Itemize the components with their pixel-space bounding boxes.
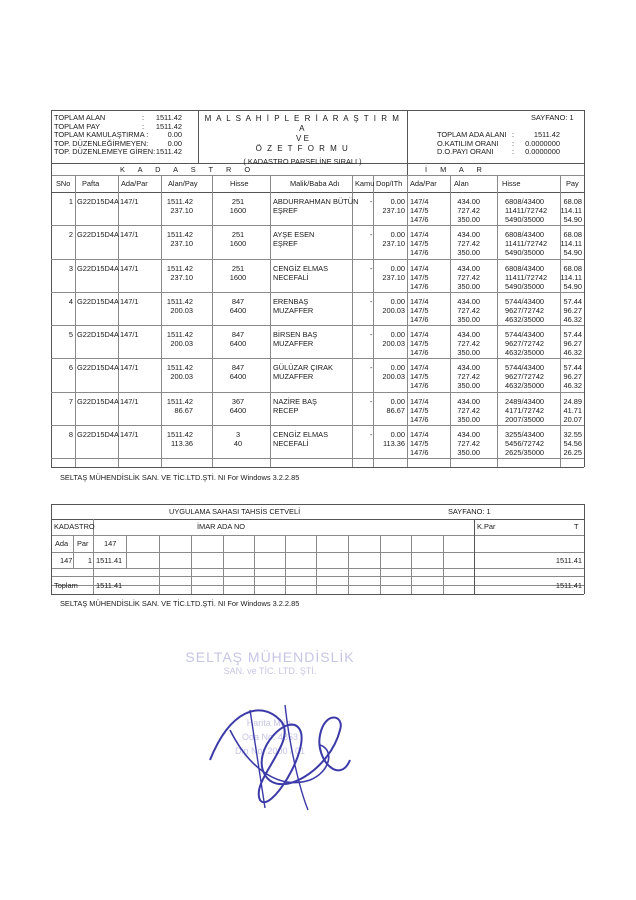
summary-label: TOPLAM ADA ALANI	[437, 130, 507, 139]
summary-label: TOPLAM PAY	[54, 121, 100, 131]
row-imar-pay: 46.32	[563, 315, 582, 324]
stamp-line: Dip No: 2000 / 01	[234, 746, 306, 756]
row-sno: 4	[68, 297, 73, 306]
row-imar-pay: 41.71	[563, 406, 582, 415]
row-adapar: 147/1	[120, 330, 139, 339]
row-imar-adapar: 147/6	[410, 348, 429, 357]
row-ith: 86.67	[386, 406, 405, 415]
title-line: Ö Z E T F O R M U	[255, 144, 350, 153]
summary-colons: : :	[142, 113, 145, 131]
row-imar-alan: 727.42	[457, 439, 480, 448]
row-imar-pay: 96.27	[563, 339, 582, 348]
row-malik: AYŞE ESEN	[273, 230, 315, 239]
summary-right-values	[520, 131, 560, 157]
col-header: Pafta	[82, 179, 100, 188]
row-imar-pay: 54.90	[563, 248, 582, 257]
row-imar-hisse: 4632/35000	[505, 348, 545, 357]
row-par: 1	[87, 556, 92, 565]
summary-value: 1511.42	[155, 113, 182, 122]
row-imar-alan: 434.00	[457, 397, 480, 406]
row-imar-alan: 350.00	[457, 448, 480, 457]
col-header: Dop/ITh	[376, 179, 403, 188]
row-value: 1511.41	[96, 556, 123, 565]
row-imar-adapar: 147/4	[410, 297, 429, 306]
row-imar-adapar: 147/4	[410, 230, 429, 239]
row-baba: RECEP	[273, 406, 299, 415]
row-malik: ABDURRAHMAN BÜTÜN	[273, 197, 359, 206]
row-hisse-num: 847	[231, 363, 245, 372]
row-imar-pay: 57.44	[563, 363, 582, 372]
row-dop: 0.00	[390, 264, 405, 273]
row-imar-adapar: 147/6	[410, 415, 429, 424]
col-header: Hisse	[502, 179, 521, 188]
row-baba: MUZAFFER	[273, 372, 314, 381]
row-imar-alan: 350.00	[457, 381, 480, 390]
row-baba: NECEFALİ	[273, 439, 309, 448]
row-imar-hisse: 2007/35000	[505, 415, 545, 424]
row-imar-adapar: 147/6	[410, 248, 429, 257]
row-adapar: 147/1	[120, 397, 139, 406]
row-sno: 5	[68, 330, 73, 339]
col-header: Malik/Baba Adı	[290, 179, 340, 188]
row-hisse-num: 3	[235, 430, 241, 439]
row-pay: 113.36	[170, 439, 193, 448]
summary-left-values	[150, 114, 182, 157]
row-total: 1511.41	[555, 556, 582, 565]
row-imar-hisse: 9627/72742	[505, 372, 545, 381]
row-imar-alan: 350.00	[457, 215, 480, 224]
row-dop: 0.00	[390, 297, 405, 306]
row-imar-pay: 96.27	[563, 372, 582, 381]
kpar-label: K.Par	[477, 522, 496, 531]
row-dop: 0.00	[390, 430, 405, 439]
row-imar-adapar: 147/6	[410, 282, 429, 291]
row-kamu: -	[370, 397, 373, 406]
summary-left-labels	[54, 114, 155, 157]
row-imar-adapar: 147/4	[410, 363, 429, 372]
row-imar-adapar: 147/6	[410, 215, 429, 224]
row-alan: 1511.42	[166, 363, 193, 372]
row-sno: 6	[68, 363, 73, 372]
row-imar-hisse: 4632/35000	[505, 381, 545, 390]
row-imar-adapar: 147/5	[410, 406, 429, 415]
row-malik: BİRSEN BAŞ	[273, 330, 318, 339]
summary-value: 1511.42	[155, 121, 182, 131]
row-kamu: -	[370, 264, 373, 273]
row-hisse-num: 251	[231, 197, 245, 206]
summary-label: D.O.PAYI ORANI	[437, 147, 494, 157]
row-alan: 1511.42	[166, 197, 193, 206]
row-imar-alan: 434.00	[457, 363, 480, 372]
row-hisse-num: 251	[231, 230, 245, 239]
row-dop: 0.00	[390, 363, 405, 372]
row-pafta: G22D15D4A	[77, 230, 119, 239]
row-alan: 1511.42	[166, 330, 193, 339]
row-imar-adapar: 147/6	[410, 448, 429, 457]
row-baba: MUZAFFER	[273, 339, 314, 348]
row-imar-pay: 54.90	[563, 282, 582, 291]
row-imar-adapar: 147/4	[410, 330, 429, 339]
row-imar-alan: 434.00	[457, 330, 480, 339]
row-imar-hisse: 11411/72742	[505, 273, 548, 282]
summary-value: 0.0000000	[525, 147, 560, 157]
row-dop: 0.00	[390, 197, 405, 206]
row-imar-adapar: 147/4	[410, 197, 429, 206]
row-imar-hisse: 3255/43400	[505, 430, 545, 439]
row-ith: 200.03	[382, 372, 405, 381]
row-malik: NAZİRE BAŞ	[273, 397, 317, 406]
row-kamu: -	[370, 297, 373, 306]
row-imar-adapar: 147/6	[410, 381, 429, 390]
summary-label: TOPLAM KAMULAŞTIRMA :	[54, 130, 149, 140]
row-hisse-den: 6400	[229, 406, 247, 415]
row-malik: ERENBAŞ	[273, 297, 309, 306]
row-hisse-den: 6400	[229, 372, 247, 381]
row-imar-adapar: 147/5	[410, 273, 429, 282]
row-kamu: -	[370, 230, 373, 239]
summary-label: O.KATILIM ORANI	[437, 138, 499, 148]
row-imar-adapar: 147/5	[410, 372, 429, 381]
row-pay: 86.67	[174, 406, 193, 415]
row-imar-hisse: 5490/35000	[505, 282, 545, 291]
row-imar-pay: 32.55	[563, 430, 582, 439]
row-pafta: G22D15D4A	[77, 297, 119, 306]
row-sno: 2	[68, 230, 73, 239]
summary-value: 0.00	[167, 130, 182, 140]
row-imar-hisse: 5744/43400	[505, 330, 545, 339]
kpar-t-label: T	[574, 522, 579, 531]
row-malik: CENGİZ ELMAS	[273, 264, 329, 273]
form-title	[200, 114, 405, 167]
summary-label: TOPLAM ALAN	[54, 113, 106, 122]
col-header: Hisse	[230, 179, 249, 188]
row-imar-pay: 54.90	[563, 215, 582, 224]
page-number: SAYFANO: 1	[531, 113, 574, 122]
row-dop: 0.00	[390, 330, 405, 339]
row-pafta: G22D15D4A	[77, 430, 119, 439]
row-adapar: 147/1	[120, 363, 139, 372]
row-adapar: 147/1	[120, 297, 139, 306]
row-ith: 113.36	[382, 439, 405, 448]
row-imar-hisse: 6808/43400	[505, 197, 545, 206]
row-imar-alan: 434.00	[457, 430, 480, 439]
row-imar-pay: 57.44	[563, 297, 582, 306]
row-baba: MUZAFFER	[273, 306, 314, 315]
row-imar-adapar: 147/5	[410, 206, 429, 215]
row-imar-adapar: 147/6	[410, 315, 429, 324]
row-adapar: 147/1	[120, 197, 139, 206]
row-imar-pay: 68.08	[563, 264, 582, 273]
row-imar-alan: 434.00	[457, 297, 480, 306]
row-kamu: -	[370, 363, 373, 372]
row-sno: 8	[68, 430, 73, 439]
summary-label: TOP. DÜZENLEĞİRMEYEN:	[54, 138, 149, 148]
row-alan: 1511.42	[166, 297, 193, 306]
stamp-line: Oda No: 4853	[241, 732, 299, 742]
row-imar-pay: 20.07	[563, 415, 582, 424]
row-imar-alan: 727.42	[457, 206, 480, 215]
row-ith: 237.10	[382, 239, 405, 248]
row-dop: 0.00	[390, 397, 405, 406]
row-imar-alan: 727.42	[457, 372, 480, 381]
row-dop: 0.00	[390, 230, 405, 239]
row-pay: 237.10	[170, 273, 193, 282]
row-hisse-den: 1600	[229, 273, 247, 282]
stamp-line: SAN. ve TİC. LTD. ŞTİ.	[223, 666, 317, 676]
row-pay: 200.03	[170, 339, 193, 348]
row-imar-pay: 68.08	[563, 230, 582, 239]
row-imar-pay: 24.89	[563, 397, 582, 406]
row-imar-alan: 434.00	[457, 197, 480, 206]
row-imar-alan: 727.42	[457, 273, 480, 282]
col-header: SNo	[56, 179, 71, 188]
row-pay: 200.03	[170, 306, 193, 315]
row-imar-adapar: 147/5	[410, 339, 429, 348]
summary-value: 1511.42	[155, 147, 182, 157]
row-imar-pay: 96.27	[563, 306, 582, 315]
row-imar-alan: 350.00	[457, 248, 480, 257]
row-hisse-den: 1600	[229, 239, 247, 248]
title-line: M A L S A H İ P L E R İ A R A Ş T I R M A	[204, 114, 401, 133]
row-imar-hisse: 2625/35000	[505, 448, 545, 457]
row-imar-hisse: 9627/72742	[505, 339, 545, 348]
row-imar-hisse: 5490/35000	[505, 215, 545, 224]
row-imar-adapar: 147/4	[410, 264, 429, 273]
ada-number: 147	[104, 539, 117, 548]
row-kamu: -	[370, 197, 373, 206]
row-imar-hisse: 11411/72742	[505, 206, 548, 215]
row-pafta: G22D15D4A	[77, 264, 119, 273]
row-kamu: -	[370, 330, 373, 339]
col-header: Ada/Par	[121, 179, 148, 188]
row-imar-pay: 68.08	[563, 197, 582, 206]
row-imar-adapar: 147/4	[410, 430, 429, 439]
row-imar-hisse: 4171/72742	[505, 406, 545, 415]
row-imar-pay: 54.56	[563, 439, 582, 448]
row-imar-pay: 26.25	[563, 448, 582, 457]
stamp-line: Harita Müh.	[246, 718, 294, 728]
row-imar-pay: 114.11	[560, 206, 582, 215]
row-pafta: G22D15D4A	[77, 330, 119, 339]
row-baba: EŞREF	[273, 239, 298, 248]
row-hisse-den: 6400	[229, 339, 247, 348]
row-imar-hisse: 5744/43400	[505, 363, 545, 372]
row-alan: 1511.42	[166, 430, 193, 439]
ada-label: Ada	[55, 539, 69, 548]
col-header: Pay	[566, 179, 579, 188]
allocation-page-number: SAYFANO: 1	[448, 507, 491, 516]
col-header: Ada/Par	[410, 179, 437, 188]
row-imar-alan: 350.00	[457, 315, 480, 324]
row-imar-alan: 350.00	[457, 348, 480, 357]
row-kamu: -	[370, 430, 373, 439]
row-imar-adapar: 147/5	[410, 306, 429, 315]
imar-ada-label: İMAR ADA NO	[197, 522, 246, 531]
row-imar-hisse: 6808/43400	[505, 230, 545, 239]
footer-software-2: SELTAŞ MÜHENDİSLİK SAN. VE TİC.LTD.ŞTİ. NI For Windows 3.2.2.85	[60, 599, 300, 608]
row-pafta: G22D15D4A	[77, 363, 119, 372]
row-imar-pay: 114.11	[560, 273, 582, 282]
row-baba: NECEFALİ	[273, 273, 309, 282]
row-imar-alan: 434.00	[457, 230, 480, 239]
row-malik: CENGİZ ELMAS	[273, 430, 329, 439]
row-sno: 7	[68, 397, 73, 406]
imar-header: İ M A R	[425, 165, 488, 174]
col-header: Alan/Pay	[168, 179, 198, 188]
toplam-label: Toplam	[54, 581, 78, 590]
kadastro-header: K A D A S T R O	[120, 165, 256, 174]
row-ith: 237.10	[382, 273, 405, 282]
row-hisse-num: 847	[231, 330, 245, 339]
stamp-line: SELTAŞ MÜHENDİSLİK	[185, 649, 355, 665]
row-imar-alan: 350.00	[457, 415, 480, 424]
row-ith: 237.10	[382, 206, 405, 215]
summary-value: 0.00	[167, 138, 182, 148]
row-imar-pay: 46.32	[563, 381, 582, 390]
row-ith: 200.03	[382, 339, 405, 348]
row-imar-hisse: 5744/43400	[505, 297, 545, 306]
row-ith: 200.03	[382, 306, 405, 315]
row-ada: 147	[60, 556, 73, 565]
summary-right-labels	[437, 131, 507, 157]
row-imar-hisse: 5490/35000	[505, 248, 545, 257]
row-imar-alan: 434.00	[457, 264, 480, 273]
row-alan: 1511.42	[166, 397, 193, 406]
row-hisse-den: 6400	[229, 306, 247, 315]
row-malik: GÜLÜZAR ÇIRAK	[273, 363, 333, 372]
row-imar-pay: 57.44	[563, 330, 582, 339]
row-hisse-num: 367	[231, 397, 245, 406]
footer-software: SELTAŞ MÜHENDİSLİK SAN. VE TİC.LTD.ŞTİ. NI For Windows 3.2.2.85	[60, 473, 300, 482]
row-pay: 237.10	[170, 239, 193, 248]
toplam-value: 1511.41	[96, 581, 123, 590]
row-imar-hisse: 2489/43400	[505, 397, 545, 406]
row-imar-alan: 727.42	[457, 239, 480, 248]
allocation-title: UYGULAMA SAHASI TAHSİS CETVELİ	[169, 507, 301, 516]
row-imar-pay: 46.32	[563, 348, 582, 357]
row-pafta: G22D15D4A	[77, 197, 119, 206]
title-line: V E	[296, 134, 309, 143]
row-imar-pay: 114.11	[560, 239, 582, 248]
summary-value: 1511.42	[533, 130, 560, 139]
row-sno: 1	[68, 197, 73, 206]
col-header: Kamu	[355, 179, 375, 188]
row-pay: 200.03	[170, 372, 193, 381]
row-imar-hisse: 6808/43400	[505, 264, 545, 273]
row-baba: EŞREF	[273, 206, 298, 215]
row-imar-hisse: 5456/72742	[505, 439, 545, 448]
summary-label: TOP. DÜZENLEMEYE GİREN:	[54, 147, 156, 157]
row-imar-hisse: 9627/72742	[505, 306, 545, 315]
row-sno: 3	[68, 264, 73, 273]
row-pay: 237.10	[170, 206, 193, 215]
row-alan: 1511.42	[166, 230, 193, 239]
row-hisse-num: 847	[231, 297, 245, 306]
row-imar-adapar: 147/5	[410, 439, 429, 448]
row-imar-hisse: 11411/72742	[505, 239, 548, 248]
row-hisse-num: 251	[231, 264, 245, 273]
row-imar-alan: 350.00	[457, 282, 480, 291]
kadastro-label: KADASTRO	[54, 522, 95, 531]
row-imar-alan: 727.42	[457, 339, 480, 348]
par-label: Par	[77, 539, 89, 548]
signature	[190, 690, 360, 820]
row-alan: 1511.42	[166, 264, 193, 273]
row-hisse-den: 40	[233, 439, 243, 448]
row-imar-adapar: 147/4	[410, 397, 429, 406]
row-imar-alan: 727.42	[457, 406, 480, 415]
title-line: ( KADASTRO PARSELİNE SIRALI )	[243, 157, 362, 166]
row-adapar: 147/1	[120, 430, 139, 439]
summary-value: 0.0000000	[525, 138, 560, 148]
row-adapar: 147/1	[120, 230, 139, 239]
row-pafta: G22D15D4A	[77, 397, 119, 406]
row-imar-hisse: 4632/35000	[505, 315, 545, 324]
toplam-total: 1511.41	[555, 581, 582, 590]
row-imar-alan: 727.42	[457, 306, 480, 315]
row-hisse-den: 1600	[229, 206, 247, 215]
row-adapar: 147/1	[120, 264, 139, 273]
row-imar-adapar: 147/5	[410, 239, 429, 248]
col-header: Alan	[454, 179, 469, 188]
